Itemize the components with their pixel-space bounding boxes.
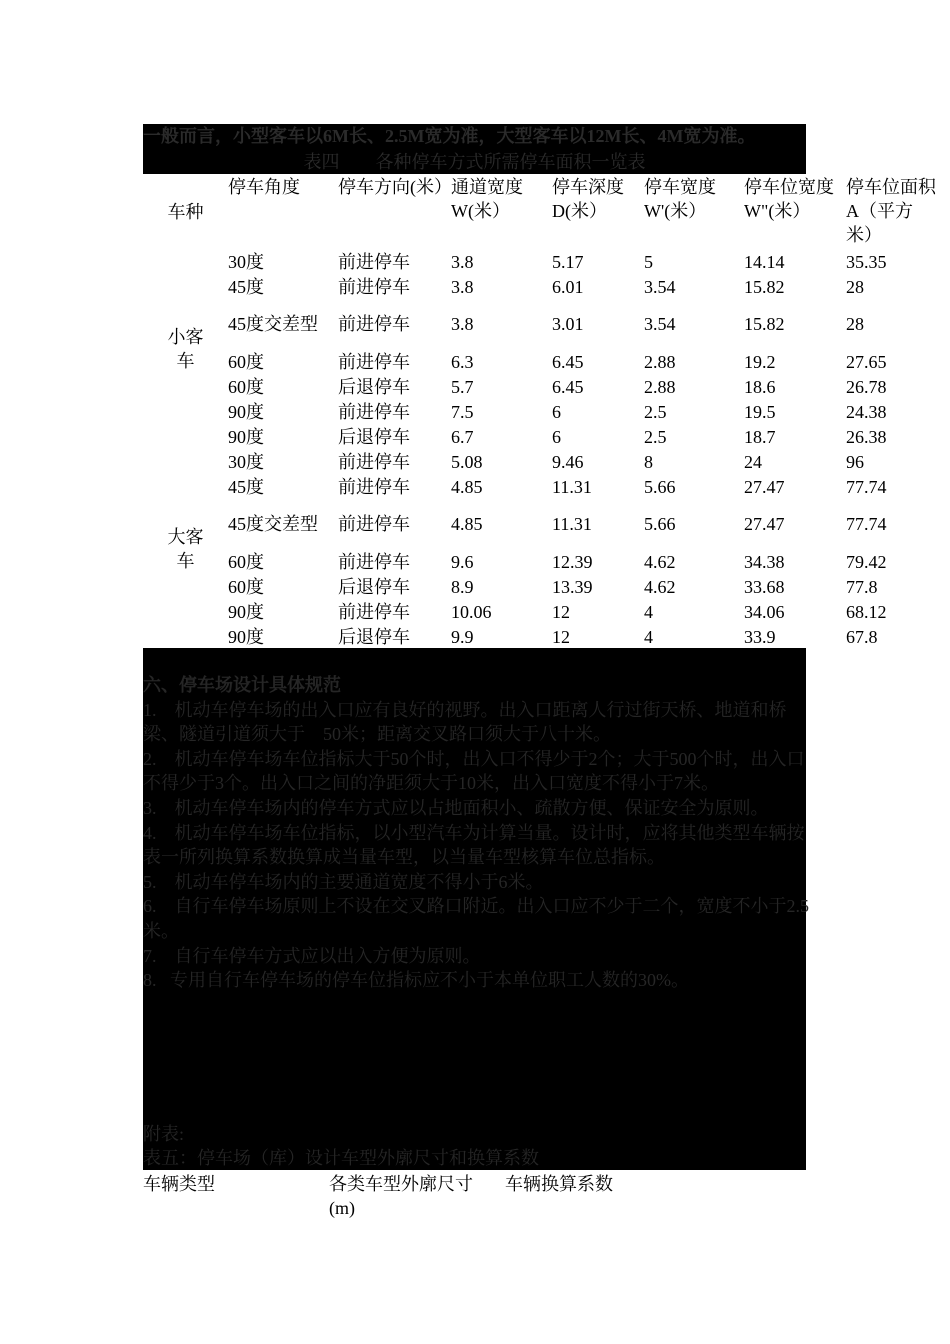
table-cell: 19.5: [744, 401, 776, 422]
table-cell: 77.8: [846, 576, 878, 597]
table-cell: 28: [846, 314, 864, 334]
table-row: [143, 624, 936, 649]
table-cell: 96: [846, 451, 864, 472]
table-row: [143, 599, 936, 624]
table-cell: 90度: [228, 401, 264, 422]
table-cell: 9.9: [451, 626, 474, 647]
header-stall-width: 停车宽度W'(米）: [644, 177, 716, 221]
table-cell: 45度: [228, 276, 264, 297]
table-cell: 前进停车: [338, 514, 410, 534]
table-row: [143, 299, 936, 349]
header-aisle-width: 通道宽度W(米）: [451, 177, 523, 221]
table-cell: 13.39: [552, 576, 593, 597]
table-cell: 24: [744, 451, 762, 472]
table-cell: 2.5: [644, 401, 667, 422]
table-cell: 45度交差型: [228, 514, 318, 534]
table-cell: 4.62: [644, 551, 676, 572]
section-6-item: 1. 机动车停车场的出入口应有良好的视野。出入口距离人行过街天桥、地道和桥梁、隧道引道须大于 50米；距离交叉路口须大于八十米。: [143, 699, 787, 745]
table-body: [143, 249, 936, 649]
table-cell: 77.74: [846, 514, 887, 534]
table-cell: 60度: [228, 376, 264, 397]
table-cell: 5: [644, 251, 653, 272]
vehicle-group-label: 小客车: [167, 327, 204, 371]
table-cell: 33.9: [744, 626, 776, 647]
table-cell: 5.7: [451, 376, 474, 397]
header-depth: 停车深度D(米）: [552, 177, 624, 221]
header-space-width: 停车位宽度W"(米）: [744, 177, 834, 221]
table-cell: 9.46: [552, 451, 584, 472]
table-row: [143, 449, 936, 474]
table-cell: 77.74: [846, 476, 887, 497]
table-row: [143, 474, 936, 499]
table-cell: 3.01: [552, 314, 584, 334]
table-cell: 前进停车: [338, 276, 410, 297]
header-angle: 停车角度: [228, 177, 300, 197]
table-cell: 34.38: [744, 551, 785, 572]
section-6-item: 3. 机动车停车场内的停车方式应以占地面积小、疏散方便、保证安全为原则。: [143, 797, 769, 818]
table-cell: 9.6: [451, 551, 474, 572]
section-6-item: 6. 自行车停车场原则上不设在交叉路口附近。出入口应不少于二个，宽度不小于2.5米。: [143, 896, 809, 941]
table-cell: 3.8: [451, 276, 474, 297]
table-cell: 60度: [228, 351, 264, 372]
table-cell: 7.5: [451, 401, 474, 422]
table-cell: 6: [552, 401, 561, 422]
table-cell: 后退停车: [338, 426, 410, 447]
section-6-item: 4. 机动车停车场车位指标，以小型汽车为计算当量。设计时，应将其他类型车辆按表一所列换算系数换算成当量车型，以当量车型核算车位总指标。: [143, 822, 805, 868]
table-row: [143, 549, 936, 574]
table-cell: 26.78: [846, 376, 887, 397]
table-row: [143, 499, 936, 549]
table5-header-vehicle-type: 车辆类型: [143, 1174, 215, 1194]
table-cell: 90度: [228, 601, 264, 622]
table-cell: 10.06: [451, 601, 492, 622]
section-6-item: 5. 机动车停车场内的主要通道宽度不得小于6米。: [143, 871, 544, 892]
section-6: [143, 673, 818, 993]
table-cell: 90度: [228, 626, 264, 647]
table-row: [143, 349, 936, 374]
table-cell: 8: [644, 451, 653, 472]
header-space-area: 停车位面积A（平方米）: [846, 177, 936, 245]
table-cell: 3.54: [644, 276, 676, 297]
table-cell: 2.5: [644, 426, 667, 447]
table-cell: 79.42: [846, 551, 887, 572]
table-cell: 67.8: [846, 626, 878, 647]
parking-area-table: [143, 175, 936, 649]
table-cell: 前进停车: [338, 251, 410, 272]
table-cell: 27.65: [846, 351, 887, 372]
table-cell: 19.2: [744, 351, 776, 372]
table-cell: 6.45: [552, 376, 584, 397]
table-cell: 60度: [228, 576, 264, 597]
table-cell: 68.12: [846, 601, 887, 622]
table-cell: 4.85: [451, 514, 483, 534]
table-cell: 27.47: [744, 514, 785, 534]
table-cell: 5.17: [552, 251, 584, 272]
table-cell: 前进停车: [338, 551, 410, 572]
table-cell: 前进停车: [338, 601, 410, 622]
table-cell: 28: [846, 276, 864, 297]
table-cell: 14.14: [744, 251, 785, 272]
table-cell: 90度: [228, 426, 264, 447]
table-cell: 前进停车: [338, 314, 410, 334]
table-cell: 6: [552, 426, 561, 447]
table-cell: 2.88: [644, 376, 676, 397]
section-6-item: 7. 自行车停车方式应以出入方便为原则。: [143, 945, 481, 966]
table-cell: 30度: [228, 251, 264, 272]
table-cell: 30度: [228, 451, 264, 472]
table-cell: 8.9: [451, 576, 474, 597]
table-cell: 15.82: [744, 276, 785, 297]
table5-header-dimensions: 各类车型外廓尺寸(m): [329, 1174, 473, 1218]
section-6-items: [143, 698, 818, 993]
intro-paragraph: 一般而言，小型客车以6M长、2.5M宽为准，大型客车以12M长、4M宽为准。: [143, 126, 756, 146]
table-cell: 前进停车: [338, 451, 410, 472]
table-cell: 34.06: [744, 601, 785, 622]
table-header-row: [143, 175, 936, 249]
section-6-title: 六、停车场设计具体规范: [143, 675, 341, 695]
table-row: [143, 249, 936, 274]
vehicle-group-label: 大客车: [167, 527, 204, 571]
table4-caption: 表四 各种停车方式所需停车面积一览表: [303, 152, 646, 172]
table-cell: 24.38: [846, 401, 887, 422]
table-cell: 前进停车: [338, 476, 410, 497]
table-cell: 11.31: [552, 476, 592, 497]
table-cell: 12: [552, 601, 570, 622]
header-vehicle-type: 车种: [167, 202, 204, 222]
table-cell: 5.08: [451, 451, 483, 472]
table-cell: 6.3: [451, 351, 474, 372]
table-cell: 后退停车: [338, 376, 410, 397]
table-cell: 35.35: [846, 251, 887, 272]
table-cell: 18.6: [744, 376, 776, 397]
table-cell: 27.47: [744, 476, 785, 497]
table-cell: 5.66: [644, 476, 676, 497]
table5-header-conversion: 车辆换算系数: [505, 1174, 613, 1194]
table-row: [143, 424, 936, 449]
table-row: [143, 399, 936, 424]
table-cell: 15.82: [744, 314, 785, 334]
table-cell: 5.66: [644, 514, 676, 534]
table-cell: 3.8: [451, 251, 474, 272]
table-cell: 18.7: [744, 426, 776, 447]
table-cell: 6.45: [552, 351, 584, 372]
table-cell: 2.88: [644, 351, 676, 372]
header-direction: 停车方向(米）: [338, 177, 452, 197]
section-6-item: 2. 机动车停车场车位指标大于50个时，出入口不得少于2个；大于500个时，出入口不得少于3个。出入口之间的净距须大于10米，出入口宽度不得小于7米。: [143, 748, 805, 794]
table-cell: 前进停车: [338, 351, 410, 372]
table5-caption: 表五：停车场（库）设计车型外廓尺寸和换算系数: [143, 1148, 539, 1168]
table-cell: 45度交差型: [228, 314, 318, 334]
table-cell: 6.7: [451, 426, 474, 447]
table-cell: 6.01: [552, 276, 584, 297]
table-cell: 26.38: [846, 426, 887, 447]
table-cell: 12.39: [552, 551, 593, 572]
table-cell: 4.85: [451, 476, 483, 497]
table-cell: 12: [552, 626, 570, 647]
section-6-item: 8. 专用自行车停车场的停车位指标应不小于本单位职工人数的30%。: [143, 970, 689, 991]
table-row: [143, 274, 936, 299]
table-cell: 4: [644, 626, 653, 647]
table-cell: 11.31: [552, 514, 592, 534]
table-cell: 4: [644, 601, 653, 622]
appendix-label: 附表:: [143, 1124, 185, 1144]
table-cell: 3.8: [451, 314, 474, 334]
table-cell: 后退停车: [338, 626, 410, 647]
table-cell: 前进停车: [338, 401, 410, 422]
table-row: [143, 574, 936, 599]
table-cell: 45度: [228, 476, 264, 497]
table-row: [143, 374, 936, 399]
table-cell: 4.62: [644, 576, 676, 597]
table-cell: 33.68: [744, 576, 785, 597]
table-cell: 后退停车: [338, 576, 410, 597]
table-cell: 3.54: [644, 314, 676, 334]
table-cell: 60度: [228, 551, 264, 572]
